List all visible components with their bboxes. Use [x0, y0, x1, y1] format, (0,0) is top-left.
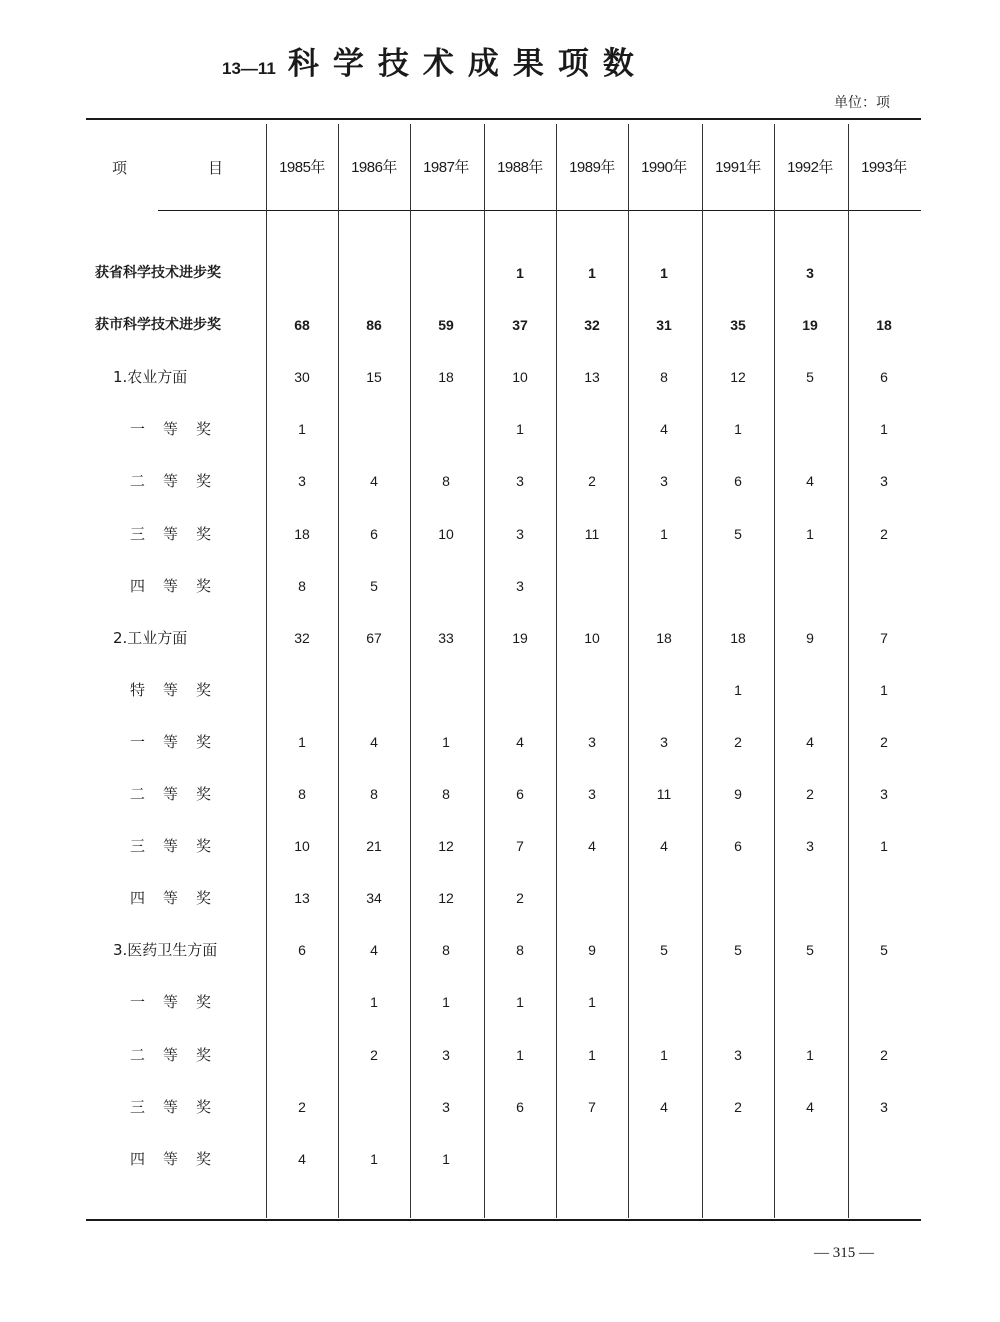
table-cell: 10 [294, 838, 310, 854]
table-cell: 3 [806, 838, 814, 854]
table-cell: 8 [370, 786, 378, 802]
table-cell: 7 [880, 630, 888, 646]
table-cell: 3 [880, 473, 888, 489]
table-cell: 1 [880, 421, 888, 437]
year-header-cell: 1989年 [569, 159, 615, 176]
table-cell: 5 [370, 578, 378, 594]
table-cell: 5 [880, 942, 888, 958]
table-cell: 8 [298, 578, 306, 594]
year-header-cell: 1993年 [861, 159, 907, 176]
table-cell: 6 [516, 1099, 524, 1115]
table-cell: 3 [660, 473, 668, 489]
table-cell: 10 [438, 526, 454, 542]
table-cell: 10 [584, 630, 600, 646]
header-item-label: 项 [112, 159, 128, 177]
table-cell: 1 [298, 421, 306, 437]
table-cell: 1 [370, 1151, 378, 1167]
row-label: 一等奖 [130, 733, 230, 751]
year-header-cell: 1991年 [715, 159, 761, 176]
table-cell [848, 991, 920, 1013]
row-label: 一等奖 [130, 420, 230, 438]
table-cell: 12 [438, 838, 454, 854]
table-cell [338, 262, 410, 284]
row-label: 三等奖 [130, 525, 230, 543]
table-cell: 3 [588, 786, 596, 802]
table-cell: 2 [298, 1099, 306, 1115]
table-cell: 2 [806, 786, 814, 802]
table-cell: 2 [516, 890, 524, 906]
table-cell: 1 [588, 994, 596, 1010]
table-cell [774, 887, 846, 909]
table-cell [774, 991, 846, 1013]
table-cell: 11 [584, 526, 600, 542]
table-cell: 13 [584, 369, 600, 385]
table-cell: 4 [588, 838, 596, 854]
table-cell [702, 1148, 774, 1170]
table-cell: 1 [516, 994, 524, 1010]
table-cell: 3 [880, 786, 888, 802]
table-cell: 30 [294, 369, 310, 385]
table-cell: 1 [442, 1151, 450, 1167]
table-cell: 11 [656, 786, 672, 802]
table-cell: 9 [588, 942, 596, 958]
table-cell: 34 [366, 890, 382, 906]
table-cell [556, 575, 628, 597]
table-cell: 1 [442, 994, 450, 1010]
table-cell: 4 [660, 1099, 668, 1115]
table-cell [774, 418, 846, 440]
table-cell [556, 418, 628, 440]
table-cell: 7 [516, 838, 524, 854]
table-title-text: 科学技术成果项数 [287, 46, 648, 82]
table-cell: 1 [442, 734, 450, 750]
table-cell: 8 [442, 473, 450, 489]
table-cell: 9 [806, 630, 814, 646]
table-cell: 3 [880, 1099, 888, 1115]
row-label: 获市科学技术进步奖 [95, 317, 221, 333]
table-cell [338, 1096, 410, 1118]
table-cell: 1 [588, 1047, 596, 1063]
table-cell: 3 [660, 734, 668, 750]
table-cell: 4 [806, 734, 814, 750]
row-label: 二等奖 [130, 1046, 230, 1064]
table-cell: 9 [734, 786, 742, 802]
table-cell [266, 262, 338, 284]
table-cell: 3 [442, 1099, 450, 1115]
row-label: 四等奖 [130, 1150, 230, 1168]
table-cell [774, 1148, 846, 1170]
table-cell [556, 1148, 628, 1170]
table-cell [774, 575, 846, 597]
table-cell [410, 679, 482, 701]
table-number: 13—11 [222, 59, 276, 78]
table-cell: 3 [588, 734, 596, 750]
header-rule [158, 210, 921, 211]
table-cell: 10 [512, 369, 528, 385]
table-cell: 19 [512, 630, 528, 646]
table-cell: 1 [660, 1047, 668, 1063]
table-cell: 8 [516, 942, 524, 958]
table-cell [556, 679, 628, 701]
table-cell: 59 [438, 317, 454, 333]
table-cell [702, 991, 774, 1013]
table-cell: 18 [438, 369, 454, 385]
table-cell: 6 [516, 786, 524, 802]
year-header-cell: 1988年 [497, 159, 543, 176]
table-cell: 1 [298, 734, 306, 750]
top-rule [86, 118, 921, 120]
year-header-cell: 1990年 [641, 159, 687, 176]
table-cell [848, 575, 920, 597]
table-cell: 6 [370, 526, 378, 542]
row-label: 特等奖 [130, 681, 230, 699]
table-cell: 5 [806, 369, 814, 385]
table-cell: 6 [880, 369, 888, 385]
table-cell: 1 [880, 838, 888, 854]
table-cell: 12 [438, 890, 454, 906]
table-cell [338, 418, 410, 440]
table-cell: 1 [370, 994, 378, 1010]
table-cell: 86 [366, 317, 382, 333]
table-cell: 18 [730, 630, 746, 646]
table-cell: 2 [734, 1099, 742, 1115]
table-cell: 4 [298, 1151, 306, 1167]
table-cell [848, 1148, 920, 1170]
table-cell: 31 [656, 317, 672, 333]
table-cell [628, 575, 700, 597]
table-cell: 8 [298, 786, 306, 802]
table-cell: 2 [880, 1047, 888, 1063]
table-cell: 8 [442, 942, 450, 958]
table-cell [702, 887, 774, 909]
row-label: 获省科学技术进步奖 [95, 265, 221, 281]
table-cell: 3 [806, 265, 814, 281]
table-cell: 6 [298, 942, 306, 958]
table-cell: 21 [366, 838, 382, 854]
row-label: 3.医药卫生方面 [113, 941, 218, 959]
table-cell [848, 262, 920, 284]
table-cell [556, 887, 628, 909]
bottom-rule [86, 1219, 921, 1221]
header-item-label-2: 目 [208, 159, 224, 177]
table-cell: 3 [516, 526, 524, 542]
page-number: — 315 — [814, 1245, 874, 1261]
table-cell: 1 [734, 421, 742, 437]
table-cell: 35 [730, 317, 746, 333]
table-cell [702, 575, 774, 597]
table-cell [266, 991, 338, 1013]
row-label: 三等奖 [130, 1098, 230, 1116]
table-cell: 2 [588, 473, 596, 489]
table-cell [410, 262, 482, 284]
row-label: 2.工业方面 [113, 629, 188, 647]
table-cell: 32 [294, 630, 310, 646]
table-cell: 2 [370, 1047, 378, 1063]
table-cell: 8 [442, 786, 450, 802]
table-cell: 4 [370, 942, 378, 958]
table-cell: 5 [660, 942, 668, 958]
table-cell: 32 [584, 317, 600, 333]
table-cell: 2 [880, 526, 888, 542]
unit-label: 单位：项 [834, 95, 890, 111]
table-cell: 2 [734, 734, 742, 750]
row-label: 1.农业方面 [113, 368, 188, 386]
table-cell: 1 [806, 1047, 814, 1063]
table-cell: 4 [660, 421, 668, 437]
table-cell: 8 [660, 369, 668, 385]
table-cell: 1 [588, 265, 596, 281]
table-cell: 3 [442, 1047, 450, 1063]
table-cell: 13 [294, 890, 310, 906]
table-cell: 4 [370, 734, 378, 750]
table-cell: 3 [734, 1047, 742, 1063]
table-cell [774, 679, 846, 701]
table-cell: 15 [366, 369, 382, 385]
row-label: 三等奖 [130, 837, 230, 855]
table-cell: 1 [516, 1047, 524, 1063]
table-cell: 1 [660, 526, 668, 542]
year-header-cell: 1986年 [351, 159, 397, 176]
row-label: 一等奖 [130, 993, 230, 1011]
table-cell [628, 887, 700, 909]
table-cell: 12 [730, 369, 746, 385]
table-cell: 33 [438, 630, 454, 646]
table-cell [338, 679, 410, 701]
table-cell: 7 [588, 1099, 596, 1115]
table-title [222, 38, 648, 88]
table-cell: 18 [656, 630, 672, 646]
row-label: 二等奖 [130, 472, 230, 490]
table-cell: 1 [734, 682, 742, 698]
table-cell: 4 [806, 473, 814, 489]
table-cell: 3 [298, 473, 306, 489]
year-header-cell: 1985年 [279, 159, 325, 176]
table-cell: 4 [370, 473, 378, 489]
table-cell: 18 [876, 317, 892, 333]
table-cell [848, 887, 920, 909]
table-cell: 4 [806, 1099, 814, 1115]
table-cell: 2 [880, 734, 888, 750]
table-cell [266, 1044, 338, 1066]
table-cell [266, 679, 338, 701]
row-label: 四等奖 [130, 889, 230, 907]
year-header-cell: 1987年 [423, 159, 469, 176]
table-cell: 3 [516, 473, 524, 489]
table-cell: 6 [734, 838, 742, 854]
year-header-cell: 1992年 [787, 159, 833, 176]
table-cell [484, 679, 556, 701]
table-cell: 1 [516, 265, 524, 281]
table-cell: 1 [880, 682, 888, 698]
table-cell: 5 [734, 942, 742, 958]
table-cell: 5 [734, 526, 742, 542]
row-label: 二等奖 [130, 785, 230, 803]
table-cell: 5 [806, 942, 814, 958]
table-cell [410, 418, 482, 440]
table-cell: 67 [366, 630, 382, 646]
table-cell [410, 575, 482, 597]
table-cell: 4 [660, 838, 668, 854]
table-cell: 4 [516, 734, 524, 750]
table-cell: 19 [802, 317, 818, 333]
table-cell: 6 [734, 473, 742, 489]
table-cell: 1 [660, 265, 668, 281]
table-cell: 37 [512, 317, 528, 333]
table-cell [702, 262, 774, 284]
table-cell: 68 [294, 317, 310, 333]
table-cell [628, 1148, 700, 1170]
table-cell [628, 991, 700, 1013]
table-cell [484, 1148, 556, 1170]
table-cell [628, 679, 700, 701]
row-label: 四等奖 [130, 577, 230, 595]
table-cell: 3 [516, 578, 524, 594]
table-cell: 18 [294, 526, 310, 542]
table-cell: 1 [516, 421, 524, 437]
table-cell: 1 [806, 526, 814, 542]
